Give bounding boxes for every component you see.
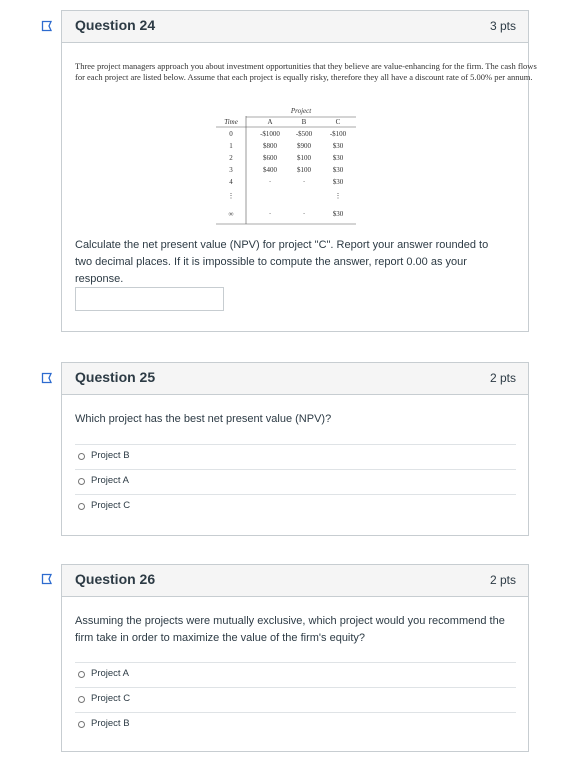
answer-option-label: Project B: [91, 718, 130, 729]
answer-option[interactable]: [75, 469, 516, 494]
radio-button-icon[interactable]: [78, 721, 85, 728]
question-points: 2 pts: [489, 573, 516, 587]
answer-option[interactable]: [75, 494, 516, 519]
answer-option-label: Project C: [91, 693, 131, 704]
answer-option-label: Project A: [91, 475, 130, 486]
table-col-header: B: [301, 118, 307, 126]
table-cell: $30: [332, 178, 344, 186]
table-cell: $400: [263, 166, 277, 174]
question-prompt: Calculate the net present value (NPV) for project "C". Report your answer rounded to two decimal places. If it is impossible to compute the answer, report 0.00 as your response.: [75, 239, 489, 285]
table-cell: $30: [332, 154, 344, 162]
bookmark-flag-icon[interactable]: [41, 573, 53, 585]
question-header: [62, 363, 528, 395]
radio-button-icon[interactable]: [78, 503, 85, 510]
bookmark-flag-icon[interactable]: [41, 372, 53, 384]
answer-option[interactable]: [75, 662, 516, 687]
table-time-cell: ∞: [228, 210, 234, 218]
table-time-header: Time: [224, 118, 238, 126]
table-time-cell: 1: [229, 142, 233, 150]
question-24-card: [61, 10, 537, 332]
question-header: [62, 11, 528, 43]
table-col-header: A: [267, 118, 273, 126]
table-cell: $30: [332, 166, 344, 174]
npv-answer-input[interactable]: [75, 287, 224, 311]
table-cell: ·: [302, 210, 306, 218]
question-title: Question 26: [75, 571, 156, 587]
question-title: Question 25: [75, 369, 156, 385]
question-title: Question 24: [75, 17, 156, 33]
answer-option-label: Project B: [91, 450, 130, 461]
table-cell: -$500: [295, 130, 313, 138]
table-cell: -$100: [329, 130, 347, 138]
table-time-cell: 4: [229, 178, 233, 186]
answer-option[interactable]: [75, 444, 516, 469]
table-time-cell: 3: [229, 166, 233, 174]
table-group-header: Project: [290, 107, 312, 115]
question-intro: Three project managers approach you about investment opportunities that they believe are value-enhancing for the firm. The cash flows for each project are listed below. Assume that each project is equally risky, therefore they all have a discount rate of 5.00% per annum.: [75, 61, 537, 82]
table-cell: ⋮: [334, 192, 342, 200]
table-cell: $800: [263, 142, 277, 150]
table-col-header: C: [335, 118, 341, 126]
question-header: [62, 565, 528, 597]
table-cell: ·: [302, 178, 306, 186]
radio-button-icon[interactable]: [78, 478, 85, 485]
table-cell: $30: [332, 142, 344, 150]
table-time-cell: 2: [229, 154, 233, 162]
question-26-card: [61, 564, 529, 752]
answer-option[interactable]: [75, 687, 516, 712]
radio-button-icon[interactable]: [78, 671, 85, 678]
table-cell: $600: [263, 154, 277, 162]
table-time-cell: ⋮: [227, 192, 235, 200]
table-time-cell: 0: [229, 130, 233, 138]
answer-option-label: Project C: [91, 500, 131, 511]
table-cell: $900: [297, 142, 311, 150]
question-prompt: Assuming the projects were mutually exclusive, which project would you recommend the firm take in order to maximize the value of the firm's equity?: [75, 615, 505, 644]
table-cell: ·: [268, 210, 272, 218]
table-cell: -$1000: [260, 130, 280, 138]
radio-button-icon[interactable]: [78, 696, 85, 703]
cash-flow-table: [216, 106, 356, 226]
question-points: 2 pts: [489, 371, 516, 385]
table-cell: $30: [332, 210, 344, 218]
question-points: 3 pts: [489, 19, 516, 33]
table-cell: $100: [297, 166, 311, 174]
question-prompt: Which project has the best net present value (NPV)?: [75, 413, 332, 425]
bookmark-flag-icon[interactable]: [41, 20, 53, 32]
table-cell: $100: [297, 154, 311, 162]
answer-option[interactable]: [75, 712, 516, 737]
radio-button-icon[interactable]: [78, 453, 85, 460]
answer-option-label: Project A: [91, 668, 130, 679]
question-25-card: [61, 362, 529, 536]
table-cell: ·: [268, 178, 272, 186]
